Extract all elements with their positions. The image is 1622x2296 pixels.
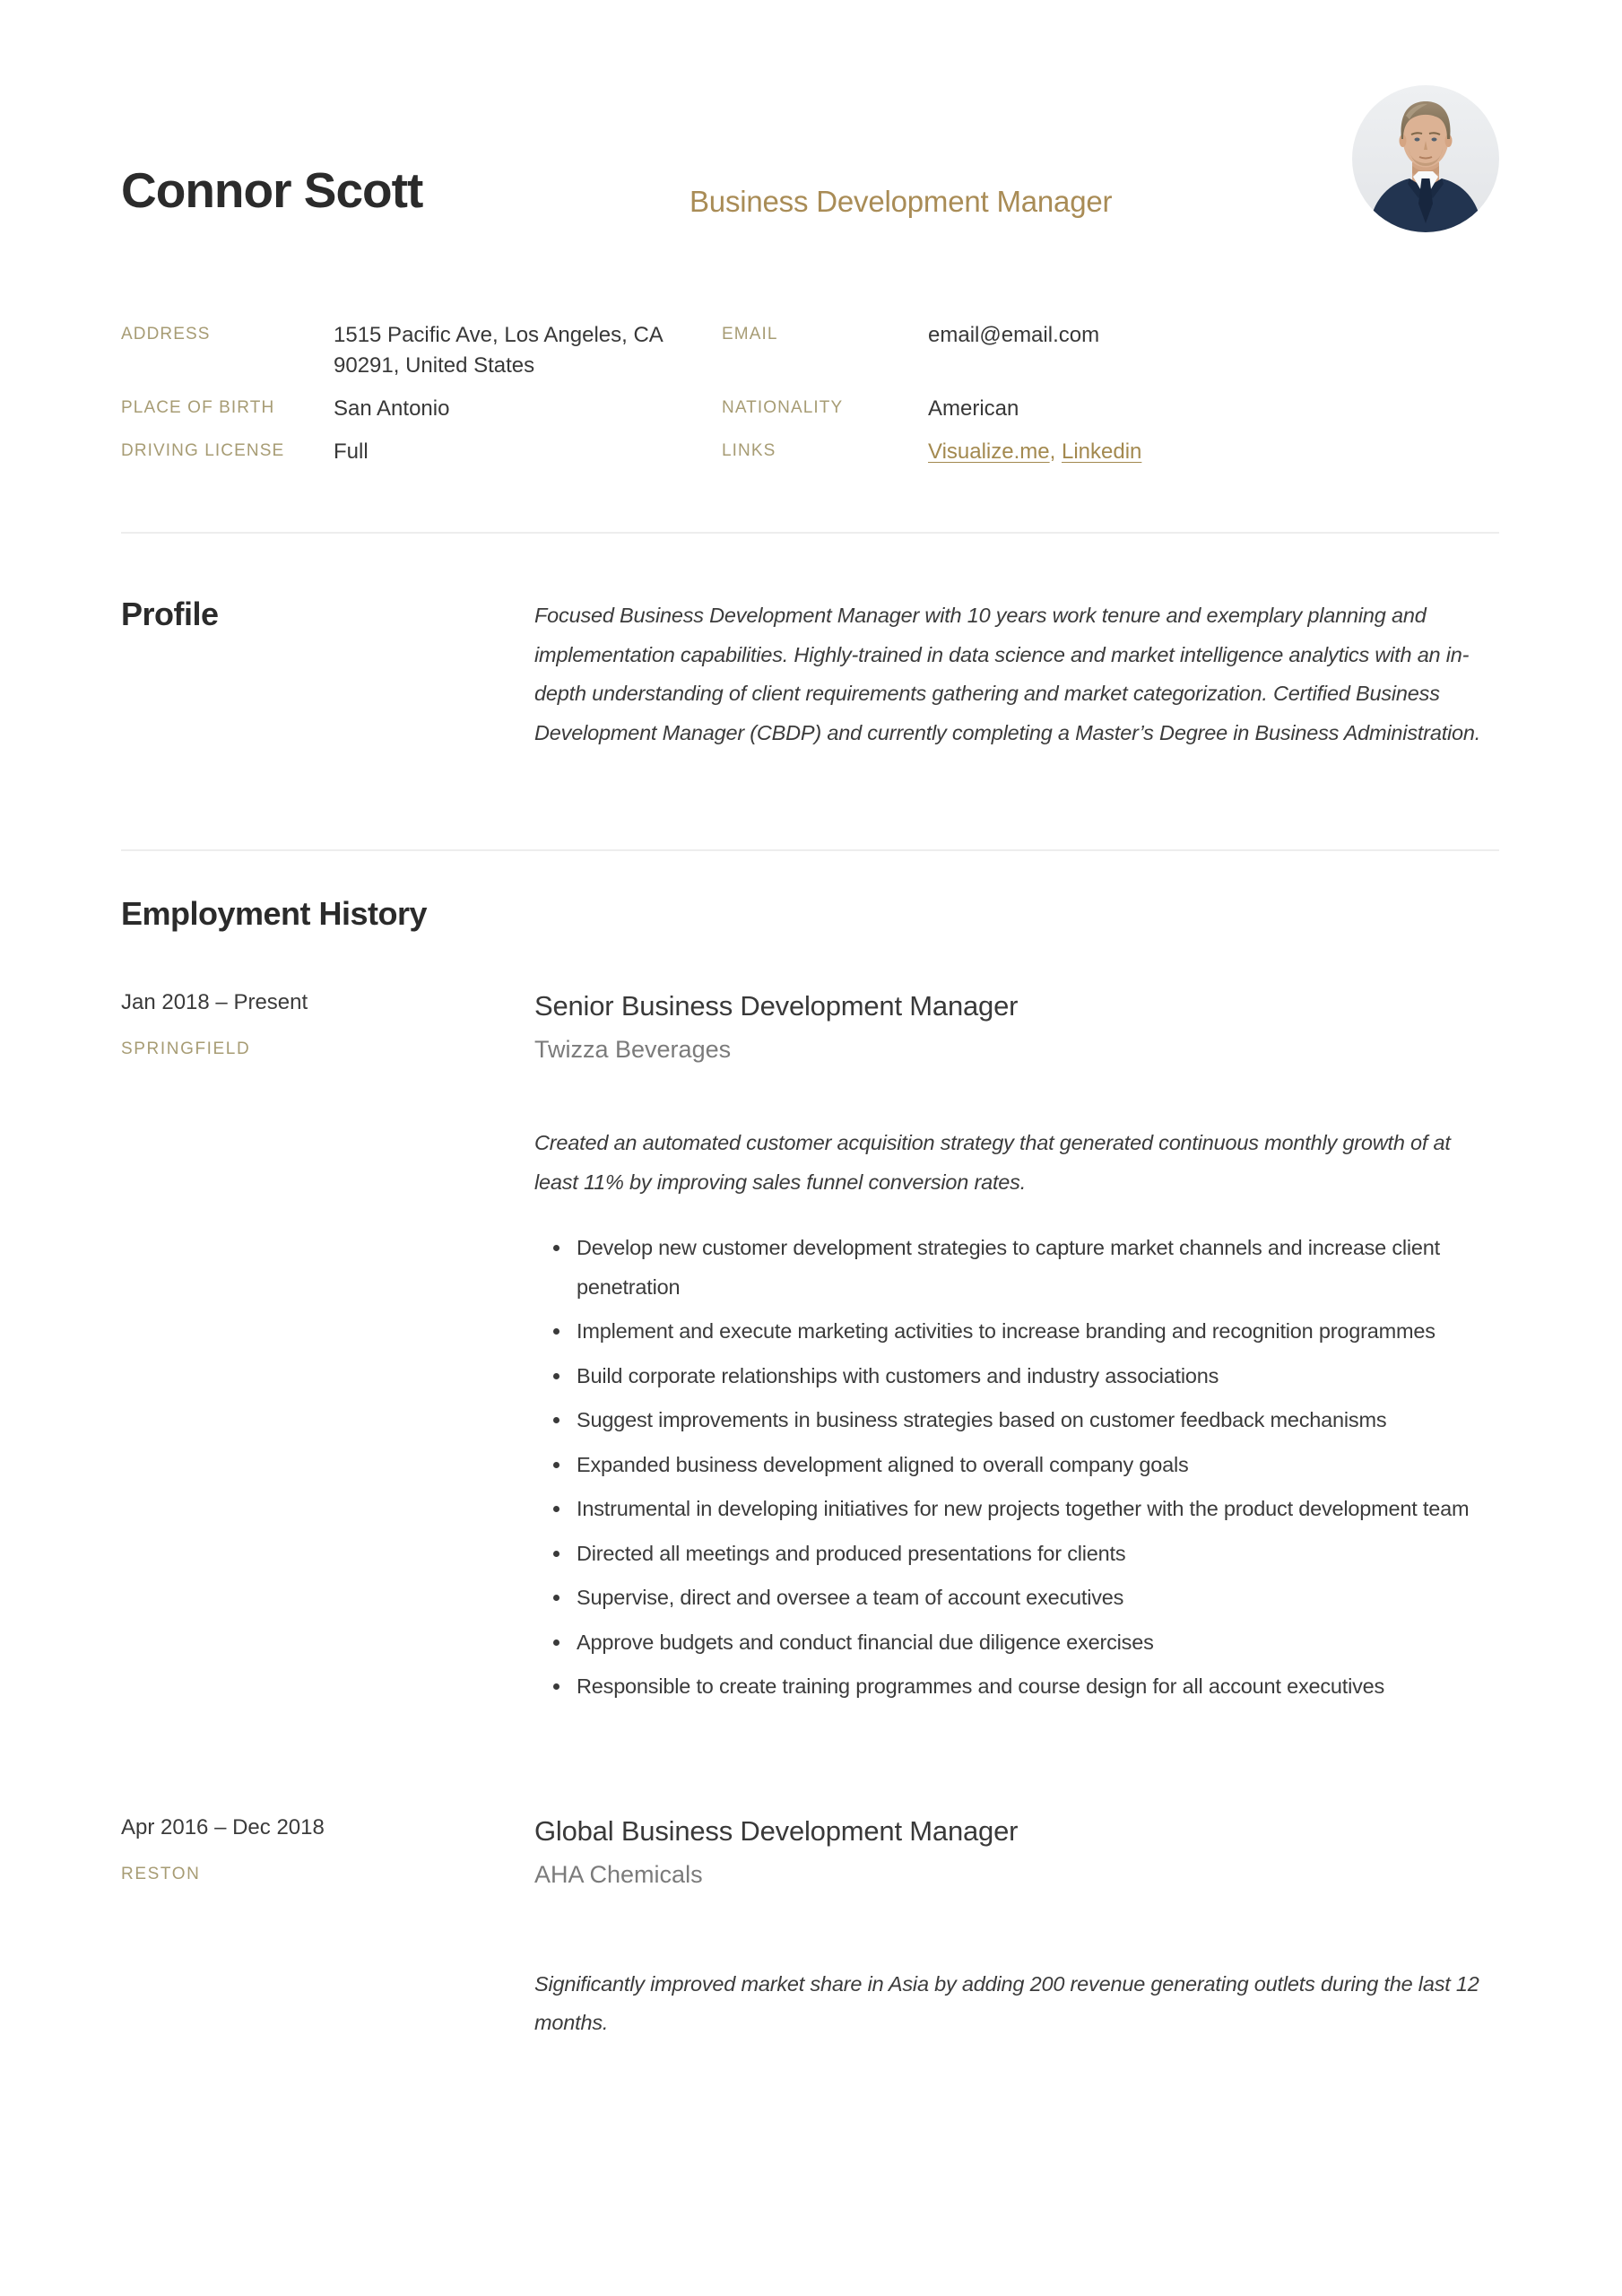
links-value bbox=[928, 437, 1499, 467]
job-company: Twizza Beverages bbox=[534, 1036, 732, 1063]
section-divider bbox=[121, 849, 1499, 851]
profile-section bbox=[121, 596, 1499, 752]
candidate-name: Connor Scott bbox=[121, 162, 423, 218]
job-bullet: Supervise, direct and oversee a team of account executives bbox=[553, 1578, 1499, 1618]
linkedin-link[interactable]: Linkedin bbox=[1061, 439, 1142, 464]
job-company: AHA Chemicals bbox=[534, 1860, 703, 1888]
employment-section bbox=[121, 896, 1499, 2043]
resume-header bbox=[121, 0, 1499, 232]
job-bullet: Directed all meetings and produced presentations for clients bbox=[553, 1535, 1499, 1574]
job-title: Global Business Development Manager bbox=[534, 1814, 1019, 1847]
links-separator: , bbox=[1049, 439, 1062, 464]
profile-body-cell bbox=[534, 596, 1499, 752]
job-details bbox=[534, 989, 1499, 1712]
nationality-value: American bbox=[928, 396, 1019, 421]
job-entry bbox=[121, 989, 1499, 1712]
job-details bbox=[534, 1814, 1499, 2043]
section-divider bbox=[121, 532, 1499, 534]
job-summary: Created an automated customer acquisition strategy that generated continuous monthly growth of at least 11% by improving sales funnel conversion rates. bbox=[534, 1131, 1451, 1194]
job-location: SPRINGFIELD bbox=[121, 1039, 251, 1058]
profile-photo-illustration bbox=[1352, 85, 1499, 232]
contact-details bbox=[121, 320, 1499, 467]
job-bullet: Instrumental in developing initiatives for new projects together with the product development team bbox=[553, 1490, 1499, 1529]
address-label: ADDRESS bbox=[121, 325, 211, 344]
job-bullet: Responsible to create training programmes and course design for all account executives bbox=[553, 1667, 1499, 1707]
job-bullet: Develop new customer development strategies to capture market channels and increase client penetration bbox=[553, 1229, 1499, 1307]
driving-license-label: DRIVING LICENSE bbox=[121, 441, 285, 460]
job-bullet: Suggest improvements in business strategies based on customer feedback mechanisms bbox=[553, 1401, 1499, 1440]
profile-text: Focused Business Development Manager with 10 years work tenure and exemplary planning and implementation capabilities. Highly-trained in data science and market intelligence analytics with an in-depth understanding of client requirements gathering and market categorization. Certified Business Development Manager (CBDP) and currently completing a Master’s Degree in Business Administration. bbox=[534, 604, 1481, 744]
place-of-birth-label: PLACE OF BIRTH bbox=[121, 398, 275, 417]
candidate-job-title: Business Development Manager bbox=[689, 185, 1113, 218]
job-meta bbox=[121, 1814, 534, 1884]
email-label: EMAIL bbox=[722, 325, 778, 344]
links-label: LINKS bbox=[722, 441, 776, 460]
profile-heading: Profile bbox=[121, 596, 219, 632]
address-value: 1515 Pacific Ave, Los Angeles, CA 90291, United States bbox=[334, 323, 663, 378]
driving-license-value: Full bbox=[334, 439, 369, 464]
job-summary: Significantly improved market share in Asia by adding 200 revenue generating outlets during the last 12 months. bbox=[534, 1971, 1479, 2034]
employment-heading: Employment History bbox=[121, 895, 428, 932]
job-location: RESTON bbox=[121, 1864, 201, 1883]
profile-heading-cell bbox=[121, 596, 534, 632]
job-dates: Jan 2018 – Present bbox=[121, 990, 308, 1014]
nationality-label: NATIONALITY bbox=[722, 398, 844, 417]
job-title: Senior Business Development Manager bbox=[534, 990, 1019, 1022]
email-value: email@email.com bbox=[928, 323, 1100, 347]
job-dates: Apr 2016 – Dec 2018 bbox=[121, 1814, 325, 1839]
job-bullet: Expanded business development aligned to overall company goals bbox=[553, 1446, 1499, 1485]
job-entry bbox=[121, 1814, 1499, 2043]
visualizeme-link[interactable]: Visualize.me bbox=[928, 439, 1050, 464]
job-bullet: Implement and execute marketing activities to increase branding and recognition programmes bbox=[553, 1312, 1499, 1352]
profile-photo bbox=[1352, 85, 1499, 232]
job-bullet: Build corporate relationships with customers and industry associations bbox=[553, 1357, 1499, 1396]
job-bullet: Approve budgets and conduct financial due diligence exercises bbox=[553, 1623, 1499, 1663]
job-bullet-list bbox=[534, 1229, 1499, 1707]
place-of-birth-value: San Antonio bbox=[334, 396, 450, 421]
job-meta bbox=[121, 989, 534, 1059]
